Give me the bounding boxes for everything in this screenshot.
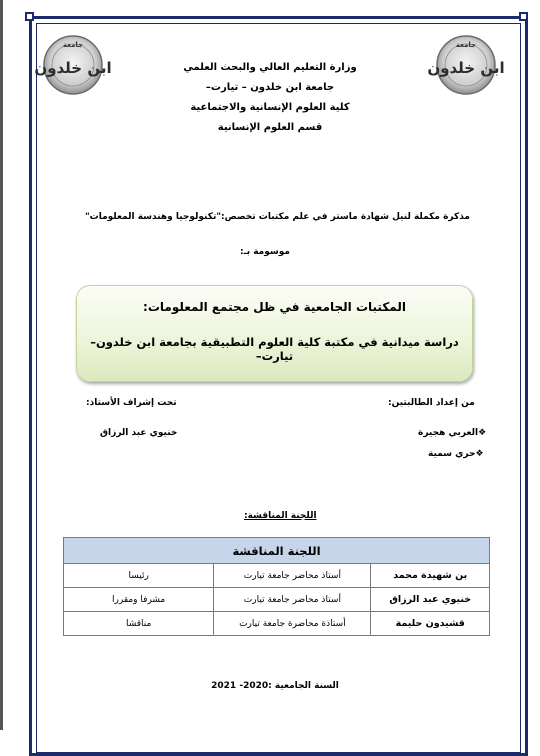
member-name: خنيوي عبد الرزاق: [371, 588, 490, 612]
table-row: [64, 588, 490, 612]
member-rank: أستاذة محاضرة جامعة تيارت: [214, 612, 371, 636]
member-rank: أستاذ محاضر جامعة تيارت: [214, 588, 371, 612]
member-role: رئيسا: [64, 564, 214, 588]
svg-text:جامعة: جامعة: [62, 41, 84, 49]
institution-header: [150, 58, 390, 138]
university-logo: [427, 34, 505, 96]
subject-line: مذكرة مكملة لنيل شهادة ماستر في علم مكتبات تخصص:"تكنولوجيا وهندسة المعلومات": [84, 212, 470, 222]
committee-table-title: اللجنة المناقشة: [64, 538, 490, 564]
table-row: [64, 612, 490, 636]
member-rank: أستاذ محاضر جامعة تيارت: [214, 564, 371, 588]
border-corner-ornament: [25, 12, 34, 21]
university-name: جامعة ابن خلدون – تيارت–: [205, 82, 335, 93]
committee-heading: اللجنة المناقشة:: [244, 511, 317, 521]
member-role: مشرفا ومقررا: [64, 588, 214, 612]
university-logo: [34, 34, 112, 96]
supervisor-label: تحت إشراف الأستاذ:: [86, 398, 177, 408]
thesis-title-main: المكتبات الجامعية في ظل مجتمع المعلومات:: [143, 300, 406, 314]
border-corner-ornament: [519, 12, 528, 21]
member-name: قشيدون حليمة: [371, 612, 490, 636]
thesis-title-sub: دراسة ميدانية في مكتبة كلية العلوم التطبيقية بجامعة ابن خلدون– تيارت–: [90, 335, 459, 363]
svg-text:ابن خلدون: ابن خلدون: [34, 59, 112, 77]
department-name: قسم العلوم الإنسانية: [217, 122, 323, 133]
student-name: ❖حري سمية: [428, 449, 484, 459]
member-role: مناقشا: [64, 612, 214, 636]
member-name: بن شهيدة محمد: [371, 564, 490, 588]
svg-text:جامعة: جامعة: [455, 41, 477, 49]
svg-text:ابن خلدون: ابن خلدون: [427, 59, 505, 77]
committee-table-header: [64, 538, 490, 564]
faculty-name: كلية العلوم الإنسانية والاجتماعية: [190, 102, 350, 113]
ministry-name: وزارة التعليم العالي والبحث العلمي: [183, 62, 357, 73]
students-label: من إعداد الطالبتين:: [388, 398, 475, 408]
academic-year: السنة الجامعية :2020- 2021: [211, 681, 339, 691]
committee-table: [63, 537, 490, 636]
supervisor-name: خنيوي عبد الرزاق: [100, 428, 178, 438]
titled-label: موسومة بـ:: [240, 247, 290, 257]
student-name: ❖العربي هجيرة: [418, 428, 487, 438]
page-left-edge: [0, 0, 3, 730]
thesis-title-box: [76, 285, 473, 382]
table-row: [64, 564, 490, 588]
